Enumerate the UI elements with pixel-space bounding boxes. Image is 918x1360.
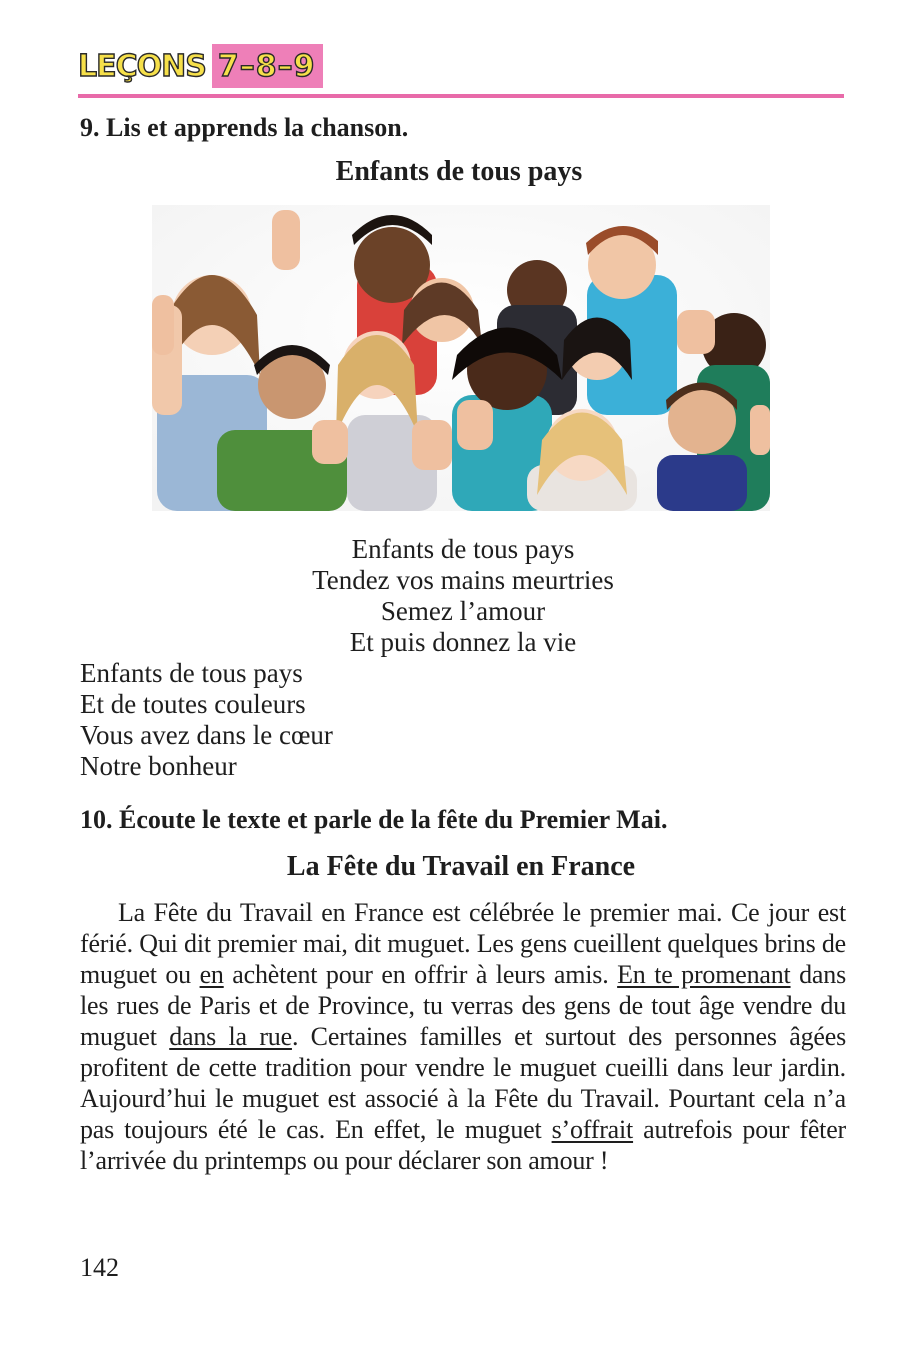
exercise-10-instruction: 10. Écoute le texte et parle de la fête du Premier Mai.	[80, 805, 668, 834]
underlined-word: en	[199, 960, 224, 989]
lessons-label: LEÇONS	[78, 48, 206, 84]
song-line: Enfants de tous pays	[80, 658, 303, 688]
song-line: Tendez vos mains meurtries	[312, 565, 614, 595]
paragraph-text: . Certaines familles et surtout des personnes âgées profitent de cette tradition pour vendre le muguet cueilli dans leur jardin. Aujourd’hui le muguet est associé à la Fête du Travail. Pourtant cela n’a pas toujours été le cas. En effet, le muguet	[80, 1022, 846, 1144]
page-number: 142	[80, 1253, 119, 1282]
underlined-word: s’offrait	[551, 1115, 634, 1144]
song-verse-left	[80, 658, 333, 782]
paragraph-text: La Fête du Travail en France est célébrée le premier mai. Ce jour est férié. Qui dit premier mai, dit muguet. Les gens cueillent quelques brins de muguet ou	[80, 898, 846, 989]
song-verse-centered	[180, 534, 746, 658]
paragraph-text: achètent pour en offrir à leurs amis.	[223, 960, 618, 989]
underlined-phrase: dans la rue	[169, 1022, 292, 1051]
song-line: Vous avez dans le cœur	[80, 720, 333, 750]
text-title: La Fête du Travail en France	[286, 851, 636, 882]
exercise-9-instruction: 9. Lis et apprends la chanson.	[80, 113, 409, 142]
song-line: Notre bonheur	[80, 751, 237, 781]
song-title: Enfants de tous pays	[335, 156, 583, 187]
song-line: Enfants de tous pays	[351, 534, 575, 564]
children-thumbs-up-photo	[152, 205, 770, 511]
song-line: Et de toutes couleurs	[80, 689, 306, 719]
underlined-phrase: En te promenant	[617, 960, 791, 989]
fete-du-travail-paragraph	[80, 897, 846, 1176]
song-line: Et puis donnez la vie	[349, 627, 577, 657]
paragraph-text: dans les rues de Paris et de Province, tu verras des gens de tout âge vendre du muguet	[80, 960, 846, 1051]
paragraph-text: autrefois pour fêter l’arrivée du printemps ou pour déclarer son amour !	[80, 1115, 846, 1175]
lesson-header	[78, 44, 323, 88]
header-divider	[78, 94, 844, 98]
song-line: Semez l’amour	[380, 596, 546, 626]
lesson-numbers-badge: 7–8–9	[212, 44, 324, 88]
